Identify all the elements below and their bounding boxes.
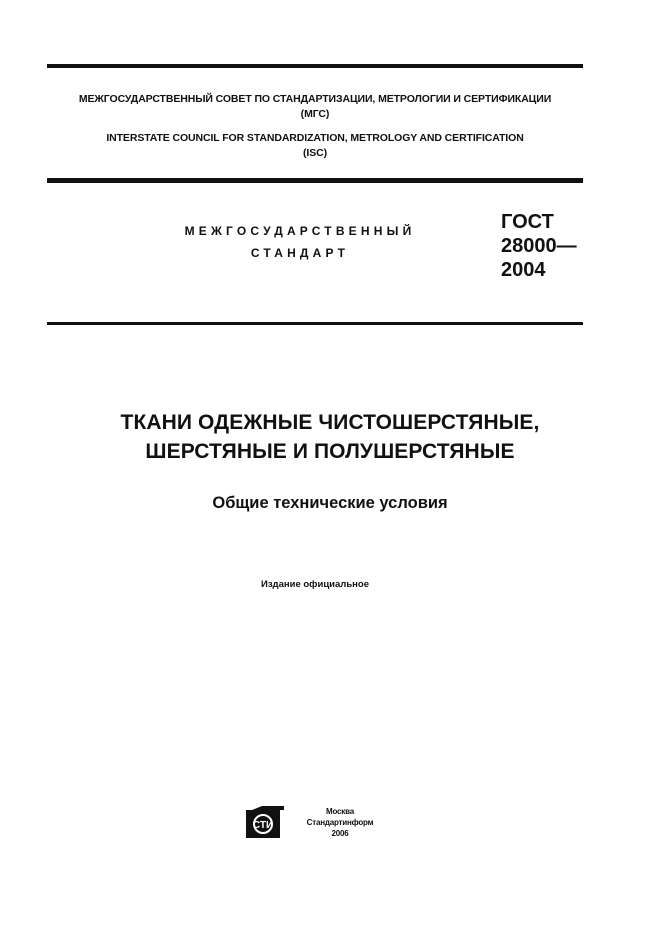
bottom-rule [47,322,583,325]
standard-type-line2: СТАНДАРТ [250,246,350,260]
edition-note: Издание официальное [261,579,369,590]
designation-gost: ГОСТ [501,211,554,233]
title-line1: ТКАНИ ОДЕЖНЫЕ ЧИСТОШЕРСТЯНЫЕ, [120,411,540,434]
designation-number: 28000— [501,235,577,257]
council-name-ru [47,92,583,122]
standard-type-line1: МЕЖГОСУДАРСТВЕННЫЙ [184,224,416,238]
publisher-logo-icon [246,806,284,838]
council-name-en-line: INTERSTATE COUNCIL FOR STANDARDIZATION, METROLOGY AND CERTIFICATION [106,132,524,144]
publisher-city: Москва [326,807,354,816]
top-rule [47,64,583,68]
document-title [40,408,620,466]
designation-year: 2004 [501,259,546,281]
publisher-info [290,806,390,839]
title-line2: ШЕРСТЯНЫЕ И ПОЛУШЕРСТЯНЫЕ [145,440,515,463]
council-abbr-ru: (МГС) [300,108,330,120]
middle-rule [47,178,583,183]
publisher-year: 2006 [331,829,349,838]
publisher-name: Стандартинформ [306,818,374,827]
council-abbr-en: (ISC) [303,147,327,159]
standard-designation [501,210,577,282]
council-name-en [47,131,583,161]
council-name-ru-line: МЕЖГОСУДАРСТВЕННЫЙ СОВЕТ ПО СТАНДАРТИЗАЦИИ, МЕТРОЛОГИИ И СЕРТИФИКАЦИИ [78,93,552,105]
svg-text:СТИ: СТИ [252,820,274,831]
document-subtitle: Общие технические условия [212,494,448,512]
